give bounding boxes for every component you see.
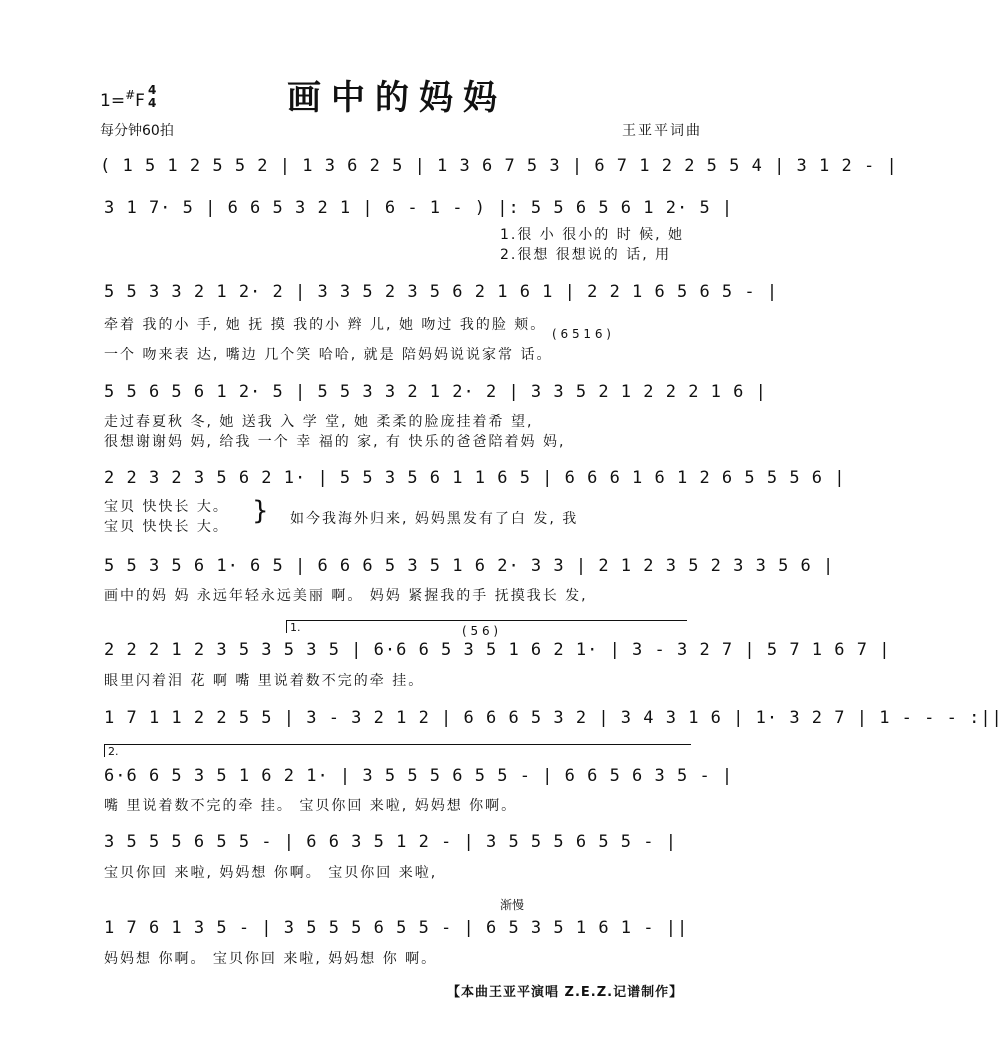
notation-line-6: 5 5 3 5 6 1· 6 5 | 6 6 6 5 3 5 1 6 2· 3 3 | 2 1 2 3 5 2 3 3 5 6 | — [104, 556, 835, 576]
ritardando-mark: 渐慢 — [500, 898, 525, 912]
key-label: 1= — [100, 91, 126, 111]
lyric-line-5-shared: 如今我海外归来, 妈妈黑发有了白 发, 我 — [290, 511, 579, 527]
second-ending-label: 2. — [108, 745, 119, 758]
lyric-line-5-verse-2: 宝贝 快快长 大。 — [104, 519, 229, 535]
lyric-line-4-verse-2: 很想谢谢妈 妈, 给我 一个 幸 福的 家, 有 快乐的爸爸陪着妈 妈, — [104, 434, 566, 450]
lyric-line-9: 嘴 里说着数不完的牵 挂。 宝贝你回 来啦, 妈妈想 你啊。 — [104, 798, 518, 814]
notation-line-5: 2 2 3 2 3 5 6 2 1· | 5 5 3 5 6 1 1 6 5 | 6 6 6 1 6 1 2 6 5 5 5 6 | — [104, 468, 846, 488]
song-title: 画中的妈妈 — [287, 78, 507, 118]
footer-credit: 【本曲王亚平演唱 Z.E.Z.记谱制作】 — [447, 985, 684, 1000]
notation-line-11: 1 7 6 1 3 5 - | 3 5 5 5 6 5 5 - | 6 5 3 5 1 6 1 - || — [104, 918, 689, 938]
annotation-6516: ( 6 5 1 6 ) — [552, 327, 611, 341]
notation-line-10: 3 5 5 5 6 5 5 - | 6 6 3 5 1 2 - | 3 5 5 5 6 5 5 - | — [104, 832, 677, 852]
notation-line-8: 1 7 1 1 2 2 5 5 | 3 - 3 2 1 2 | 6 6 6 5 3 2 | 3 4 3 1 6 | 1· 3 2 7 | 1 - - - :|| — [104, 708, 1003, 728]
time-top: 4 — [148, 83, 157, 97]
composer-credit: 王亚平词曲 — [622, 123, 702, 139]
notation-line-2: 3 1 7· 5 | 6 6 5 3 2 1 | 6 - 1 - ) |: 5 5 6 5 6 1 2· 5 | — [104, 198, 734, 218]
lyric-line-11: 妈妈想 你啊。 宝贝你回 来啦, 妈妈想 你 啊。 — [104, 951, 438, 967]
first-ending-label: 1. — [290, 621, 301, 634]
lyric-line-3-verse-1: 牵着 我的小 手, 她 抚 摸 我的小 辫 儿, 她 吻过 我的脸 颊。 — [104, 317, 547, 333]
lyric-line-6: 画中的妈 妈 永远年轻永远美丽 啊。 妈妈 紧握我的手 抚摸我长 发, — [104, 588, 588, 604]
sharp-sign: # — [125, 88, 136, 102]
lyric-line-7: 眼里闪着泪 花 啊 嘴 里说着数不完的牵 挂。 — [104, 673, 425, 689]
notation-line-1: ( 1 5 1 2 5 5 2 | 1 3 6 2 5 | 1 3 6 7 5 3 | 6 7 1 2 2 5 5 4 | 3 1 2 - | — [100, 156, 898, 176]
notation-line-9: 6·6 6 5 3 5 1 6 2 1· | 3 5 5 5 6 5 5 - | 6 6 5 6 3 5 - | — [104, 766, 734, 786]
second-ending-bracket — [104, 744, 691, 757]
time-bottom: 4 — [148, 96, 157, 110]
brace: } — [252, 496, 269, 526]
notation-line-4: 5 5 6 5 6 1 2· 5 | 5 5 3 3 2 1 2· 2 | 3 3 5 2 1 2 2 2 1 6 | — [104, 382, 767, 402]
lyric-line-2-verse-2: 2.很想 很想说的 话, 用 — [500, 247, 672, 263]
annotation-56: ( 5 6 ) — [462, 624, 499, 638]
tempo-marking: 每分钟60拍 — [100, 123, 174, 139]
lyric-line-3-verse-2: 一个 吻来表 达, 嘴边 几个笑 哈哈, 就是 陪妈妈说说家常 话。 — [104, 347, 553, 363]
lyric-line-2-verse-1: 1.很 小 很小的 时 候, 她 — [500, 227, 685, 243]
lyric-line-10: 宝贝你回 来啦, 妈妈想 你啊。 宝贝你回 来啦, — [104, 865, 438, 881]
notation-line-3: 5 5 3 3 2 1 2· 2 | 3 3 5 2 3 5 6 2 1 6 1 | 2 2 1 6 5 6 5 - | — [104, 282, 779, 302]
notation-line-7: 2 2 2 1 2 3 5 3 5 3 5 | 6·6 6 5 3 5 1 6 2 1· | 3 - 3 2 7 | 5 7 1 6 7 | — [104, 640, 891, 660]
lyric-line-5-verse-1: 宝贝 快快长 大。 — [104, 499, 229, 515]
lyric-line-4-verse-1: 走过春夏秋 冬, 她 送我 入 学 堂, 她 柔柔的脸庞挂着希 望, — [104, 414, 534, 430]
key-note: F — [135, 91, 145, 111]
